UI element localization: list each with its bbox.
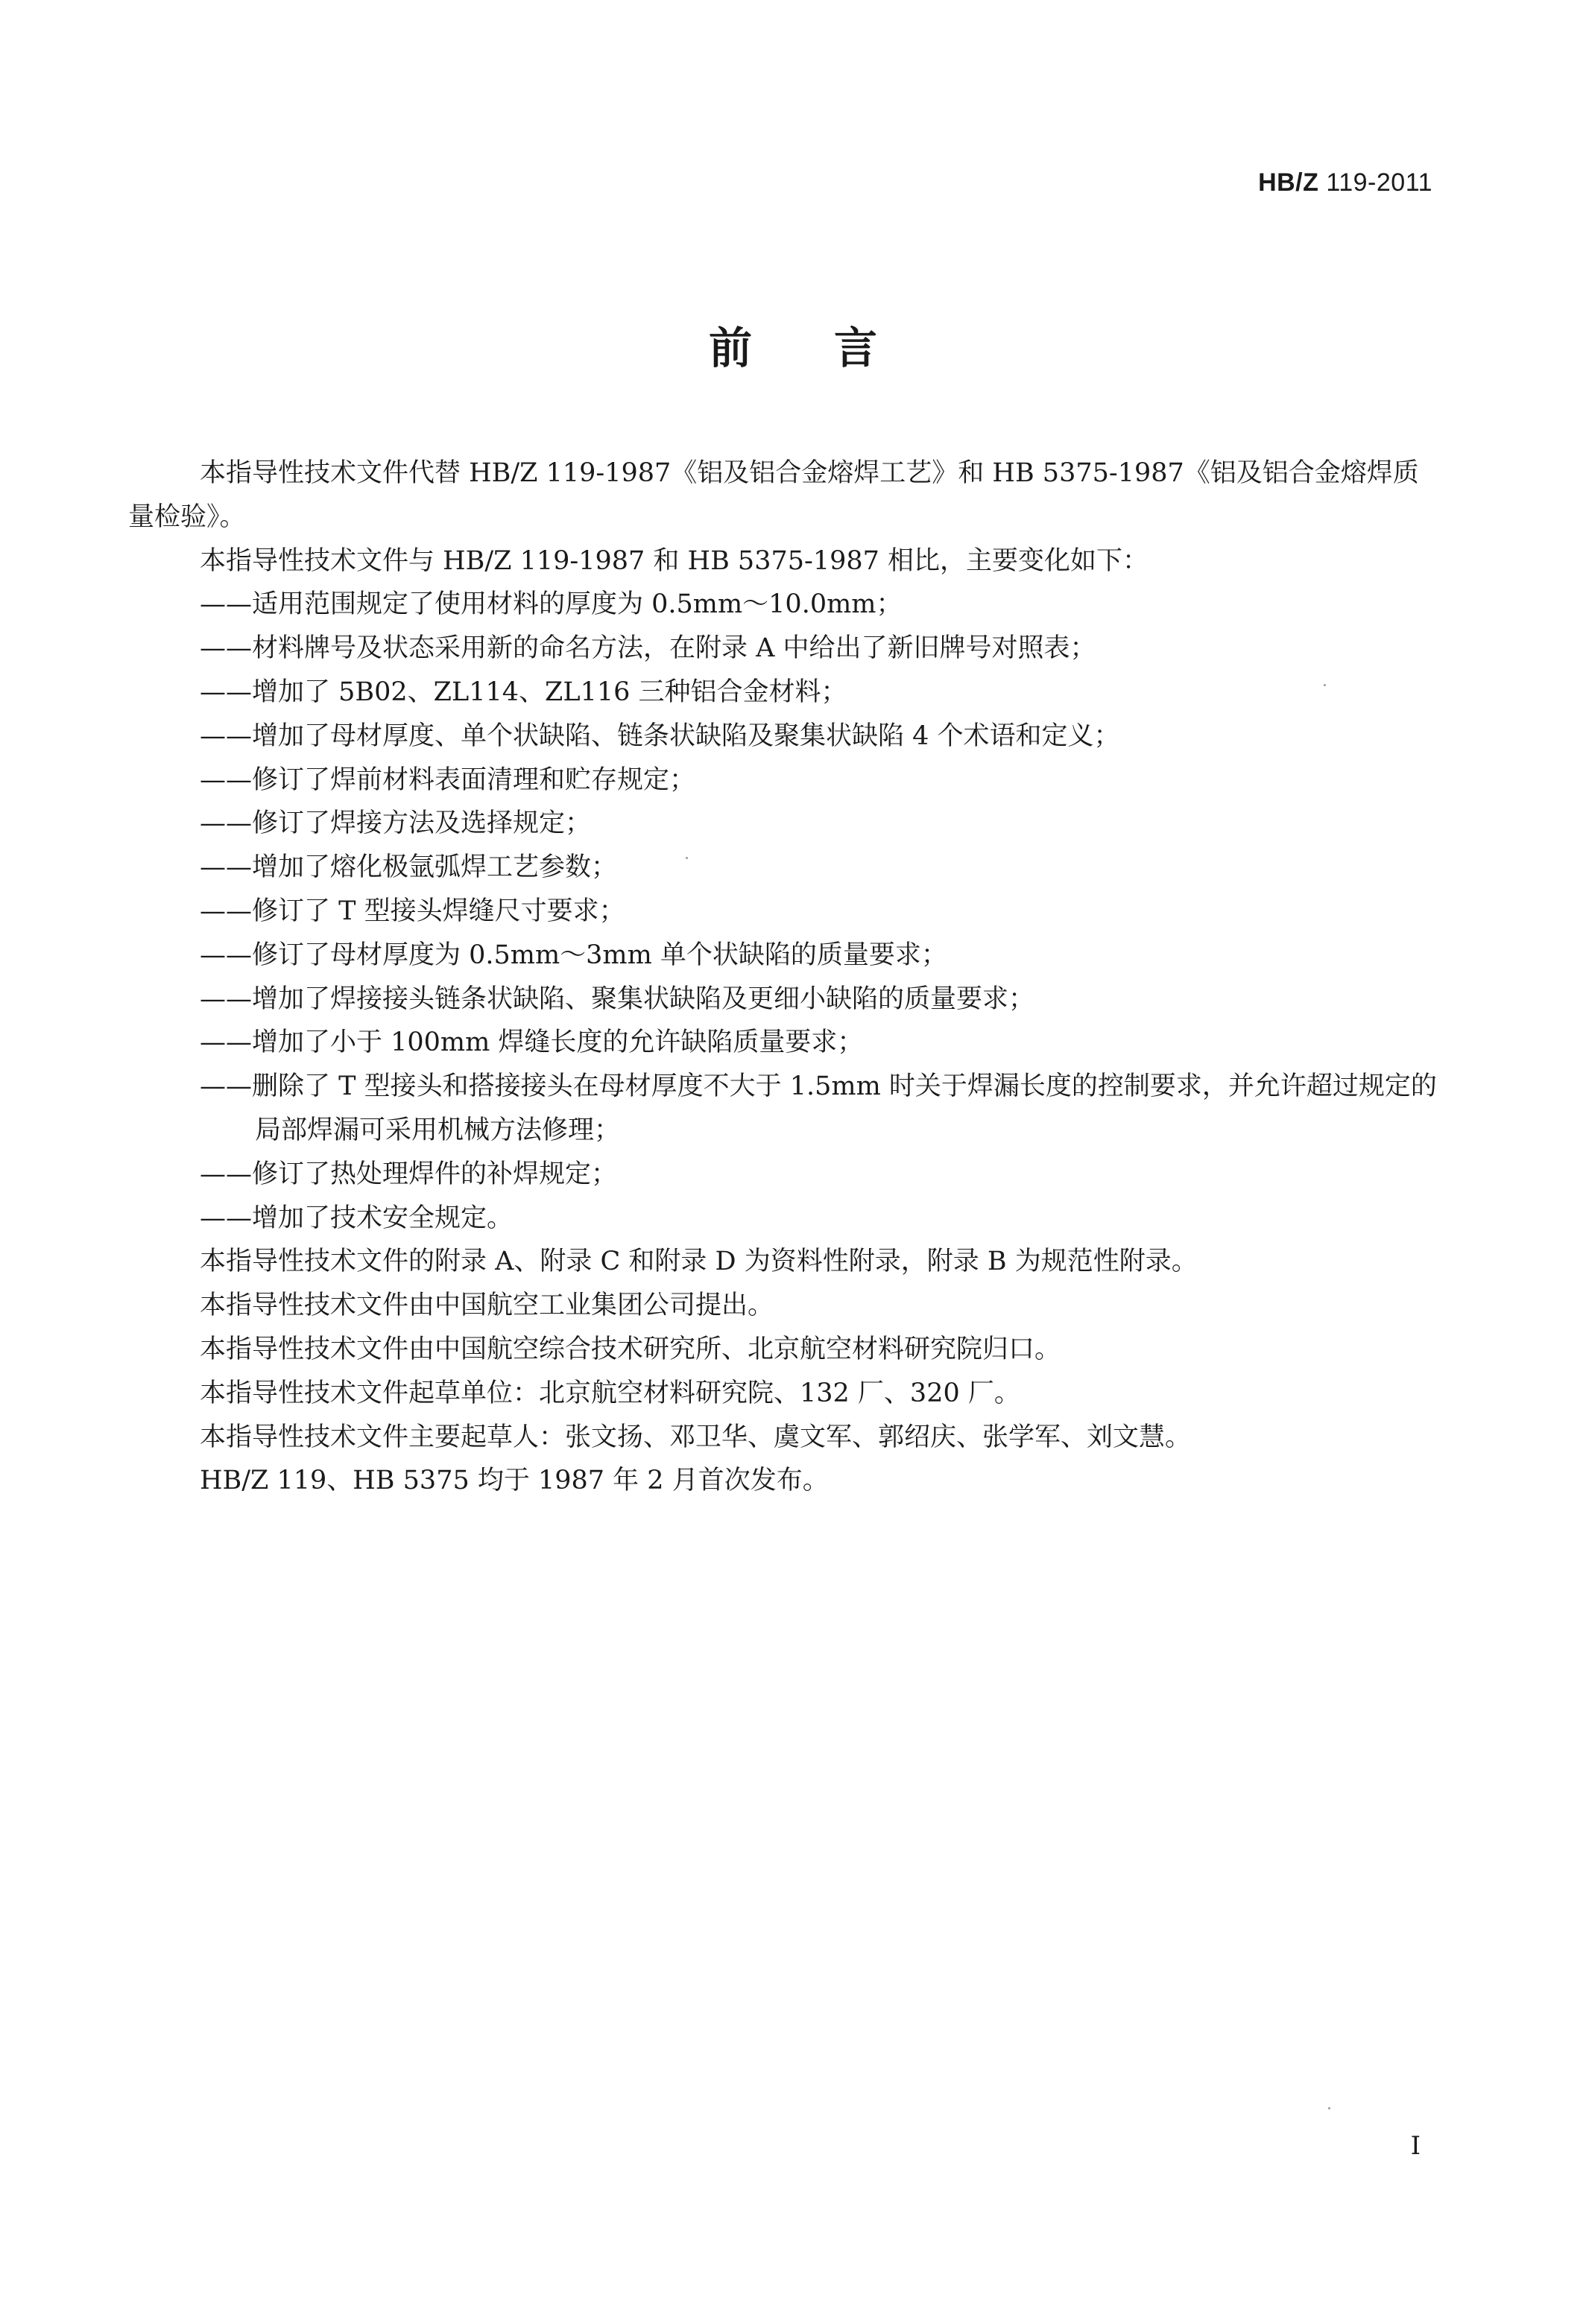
change-item: ——修订了热处理焊件的补焊规定； bbox=[200, 1159, 618, 1189]
closing-paragraph-proposed-by: 本指导性技术文件由中国航空工业集团公司提出。 bbox=[200, 1291, 774, 1321]
closing-paragraph-drafters: 本指导性技术文件主要起草人：张文扬、邓卫华、虞文军、郭绍庆、张学军、刘文慧。 bbox=[200, 1422, 1192, 1452]
change-item: ——增加了焊接接头链条状缺陷、聚集状缺陷及更细小缺陷的质量要求； bbox=[200, 984, 1035, 1014]
intro-paragraph-changes: 本指导性技术文件与 HB/Z 119-1987 和 HB 5375-1987 相比，主要变化如下： bbox=[200, 545, 1149, 576]
foreword-body bbox=[128, 452, 1440, 1503]
change-item: ——适用范围规定了使用材料的厚度为 0.5mm～10.0mm； bbox=[200, 589, 903, 620]
change-item: ——修订了焊接方法及选择规定； bbox=[200, 808, 592, 839]
document-code bbox=[1258, 168, 1432, 197]
page-title: 前言 bbox=[708, 323, 959, 373]
change-item: ——修订了母材厚度为 0.5mm～3mm 单个状缺陷的质量要求； bbox=[200, 940, 947, 970]
change-item: ——修订了 T 型接头焊缝尺寸要求； bbox=[200, 896, 625, 926]
change-item: ——删除了 T 型接头和搭接接头在母材厚度不大于 1.5mm 时关于焊漏长度的控制要求，并允许超过规定的局部焊漏可采用机械方法修理； bbox=[200, 1071, 1437, 1145]
change-item: ——增加了 5B02、ZL114、ZL116 三种铝合金材料； bbox=[200, 677, 847, 707]
intro-paragraph-replaces: 本指导性技术文件代替 HB/Z 119-1987《铝及铝合金熔焊工艺》和 HB 5375-1987《铝及铝合金熔焊质量检验》。 bbox=[128, 458, 1419, 532]
closing-paragraph-appendices: 本指导性技术文件的附录 A、附录 C 和附录 D 为资料性附录，附录 B 为规范性附录。 bbox=[200, 1247, 1198, 1277]
change-item: ——材料牌号及状态采用新的命名方法，在附录 A 中给出了新旧牌号对照表； bbox=[200, 633, 1096, 664]
change-item: ——修订了焊前材料表面清理和贮存规定； bbox=[200, 764, 696, 795]
closing-paragraph-drafting-units: 本指导性技术文件起草单位：北京航空材料研究院、132 厂、320 厂。 bbox=[200, 1378, 1020, 1408]
scan-speck bbox=[686, 857, 688, 859]
scan-speck bbox=[1328, 2107, 1330, 2109]
change-item: ——增加了母材厚度、单个状缺陷、链条状缺陷及聚集状缺陷 4 个术语和定义； bbox=[200, 721, 1120, 751]
document-code-prefix: HB/Z bbox=[1258, 168, 1319, 197]
closing-paragraph-administered-by: 本指导性技术文件由中国航空综合技术研究所、北京航空材料研究院归口。 bbox=[200, 1334, 1061, 1364]
change-item: ——增加了熔化极氩弧焊工艺参数； bbox=[200, 852, 618, 883]
change-item: ——增加了小于 100mm 焊缝长度的允许缺陷质量要求； bbox=[200, 1028, 864, 1058]
closing-paragraph-first-issued: HB/Z 119、HB 5375 均于 1987 年 2 月首次发布。 bbox=[200, 1466, 829, 1496]
page-number: I bbox=[1410, 2131, 1421, 2161]
document-code-number: 119-2011 bbox=[1318, 168, 1432, 197]
scan-speck bbox=[1324, 684, 1326, 686]
change-item: ——增加了技术安全规定。 bbox=[200, 1203, 514, 1233]
